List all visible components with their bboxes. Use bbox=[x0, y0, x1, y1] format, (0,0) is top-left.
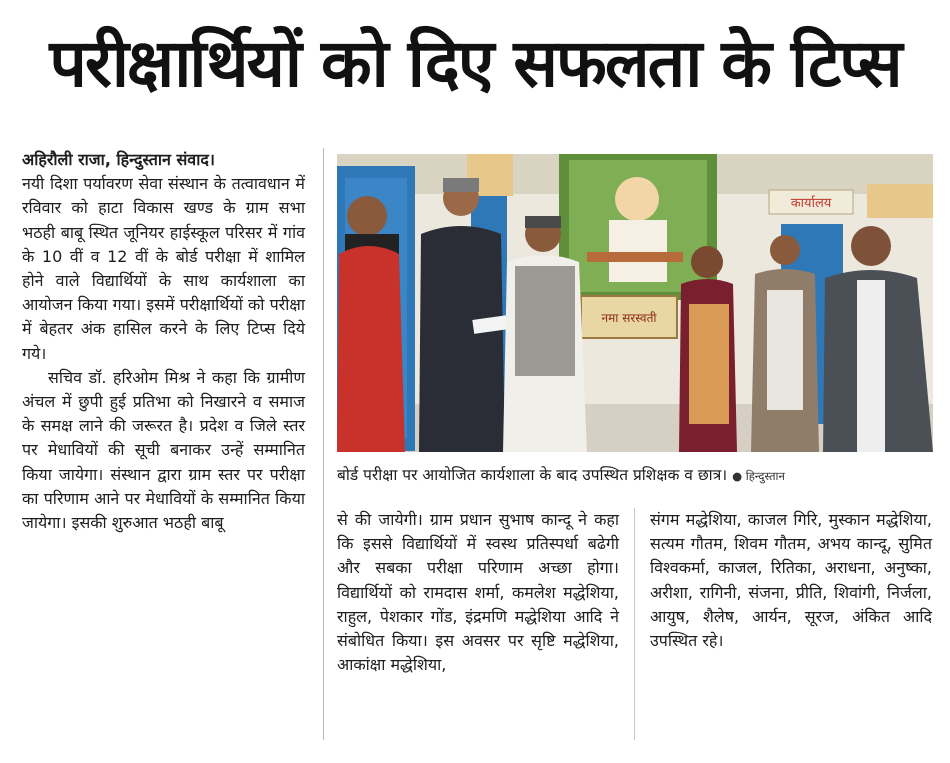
article-paragraph-1: नयी दिशा पर्यावरण सेवा संस्थान के तत्वावधान में रविवार को हाटा विकास खण्ड के ग्राम सभा भठही बाबू स्थित जूनियर हाईस्कूल परिसर में गांव के 10 वीं व 12 वीं के बोर्ड परीक्षा में शामिल होने वाले विद्यार्थियों के साथ कार्यशाला का आयोजन किया गया। इसमें परीक्षार्थियों को परीक्षा में बेहतर अंक हासिल करने के लिए टिप्स दिये गये। bbox=[22, 174, 305, 363]
photo-caption bbox=[337, 462, 933, 488]
photo-credit: ● हिन्दुस्तान bbox=[732, 469, 785, 483]
article-column-3 bbox=[650, 508, 932, 653]
dateline: अहिरौली राजा, हिन्दुस्तान संवाद। bbox=[22, 150, 215, 169]
column-rule bbox=[323, 148, 324, 740]
office-sign: कार्यालय bbox=[790, 196, 832, 211]
article-column-1 bbox=[22, 148, 305, 535]
name-plate-text: नमा सरस्वती bbox=[601, 311, 657, 325]
person-red-sweater bbox=[337, 196, 405, 452]
headline: परीक्षार्थियों को दिए सफलता के टिप्स bbox=[49, 25, 901, 102]
article-paragraph-2: सचिव डॉ. हरिओम मिश्र ने कहा कि ग्रामीण अंचल में छुपी हुई प्रतिभा को निखारने व समाज के समक्ष लाने की जरूरत है। प्रदेश व जिले स्तर पर मेधावियों की सूची बनाकर उन्हें सम्मानित किया जायेगा। संस्थान द्वारा ग्राम स्तर पर परीक्षा का परिणाम आने पर मेधावियों के सम्मानित किया जायेगा। इसकी शुरुआत भठही बाबू bbox=[22, 367, 305, 533]
column-rule-2 bbox=[634, 508, 635, 740]
photo-illustration bbox=[337, 154, 933, 452]
article-column-2 bbox=[337, 508, 619, 677]
article-paragraph-3: से की जायेगी। ग्राम प्रधान सुभाष कान्दू ने कहा कि इससे विद्यार्थियों में स्वस्थ प्रतिस्पर्धा बढेगी और सबका परीक्षा परिणाम अच्छा होगा। विद्यार्थियों को रामदास शर्मा, कमलेश मद्धेशिया, राहुल, पेशकार गोंड, इंद्रमणि मद्धेशिया आदि ने संबोधित किया। इस अवसर पर सृष्टि मद्धेशिया, आकांक्षा मद्धेशिया, bbox=[337, 510, 619, 675]
caption-text: बोर्ड परीक्षा पर आयोजित कार्यशाला के बाद उपस्थित प्रशिक्षक व छात्र। bbox=[337, 466, 728, 484]
news-photo bbox=[337, 154, 933, 452]
article-paragraph-4: संगम मद्धेशिया, काजल गिरि, मुस्कान मद्धेशिया, सत्यम गौतम, शिवम गौतम, अभय कान्दू, सुमित विश्वकर्मा, काजल, रितिका, अराधना, अनुष्का, अरीशा, रागिनी, संजना, प्रीति, शिवांगी, निर्जला, आयुष, शैलेष, आर्यन, सूरज, अंकित आदि उपस्थित रहे। bbox=[650, 510, 932, 651]
